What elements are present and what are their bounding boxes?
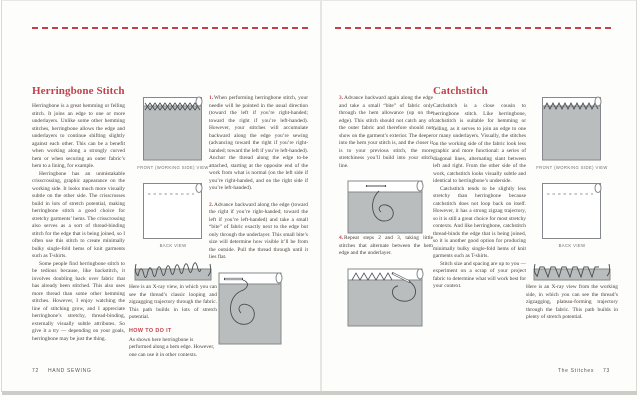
herringbone-steps-column-2 xyxy=(339,95,433,328)
footer-right xyxy=(558,368,610,374)
fabric-front-view-illustration xyxy=(142,96,204,162)
herringbone-xray-figure xyxy=(129,258,217,284)
paragraph: Catchstitch tends to be slightly less stretchy than herringbone because catchstitch does not loop back on itself. However, it has a strong zigzag trajectory, so it is still a great choice for most stretchy contexts. And like herringbone, catchstitch thread-binds the edge that is being joined, so it is another good option for producing minimally bulky single-fold hems of knit garments such as T-shirts. xyxy=(433,185,526,259)
fabric-curl-icon xyxy=(196,184,202,193)
page-number: 73 xyxy=(603,368,610,374)
step-number: 3. xyxy=(339,95,344,101)
footer-left xyxy=(32,368,92,374)
fabric-curl-icon xyxy=(417,269,423,279)
step-text: Repeat steps 2 and 3, taking little stitches that alternate between the hem edge and the underlayer. xyxy=(339,235,433,256)
paragraph: Catchstitch is a close cousin to herringbone stitch. Like herringbone, catchstitch is suitable for hemming or felling, as it serves to join an edge to one or many underlayers. Visually, the stitches on the working side of the fabric look less graphic and more functional: a series of diagonal lines, alternating slant between left and right. From the other side of the work, catchstitch looks visually subtle and identical to herringbone’s underside. xyxy=(433,103,526,184)
dashed-rule xyxy=(335,27,611,29)
figure-label: FRONT (WORKING SIDE) VIEW xyxy=(137,165,209,170)
herringbone-front-view-figure xyxy=(129,96,217,170)
page-right xyxy=(322,1,640,391)
herringbone-back-view-figure xyxy=(129,182,217,248)
fabric-front-view-illustration xyxy=(541,96,603,162)
xray-view-illustration xyxy=(132,258,214,284)
xray-view-illustration xyxy=(531,258,613,284)
paragraph: Some people find herringbone stitch to be tedious because, like backstitch, it involves doubling back over fabric that has already been stitched. This also uses more thread than some other hemming stitches. However, I enjoy watching the line of stitching grow, and I appreciate herringbone’s stretchy, thread-binding, externally visually subtle attributes. So give it a try — depending on your goals, herringbone may be just the thing. xyxy=(32,260,125,342)
book-page-edge xyxy=(2,391,637,395)
step-2-diagram xyxy=(217,271,285,347)
fabric-curl-icon xyxy=(595,97,601,106)
page-left xyxy=(2,1,320,391)
catchstitch-front-view-figure xyxy=(526,96,618,170)
herringbone-steps-column xyxy=(209,95,308,347)
figure-label: BACK VIEW xyxy=(159,243,187,248)
section-name: The Stitches xyxy=(557,368,595,374)
page-title: Herringbone Stitch xyxy=(32,85,125,97)
paragraph: Herringbone is a great hemming or felling stitch. It joins an edge to one or more underlayers. Unlike some other hemming stitches, herringbone allows the edge and underlayers to continue shifting slightly against each other. This can be a benefit when working along a strongly curved hem or when securing an outer fabric’s hem to a lining, for example. xyxy=(32,103,125,169)
paragraph: Stitch size and spacing are up to you — experiment on a scrap of your project fabric to determine what will work best for your context. xyxy=(433,260,526,289)
fabric-back-view-illustration xyxy=(142,182,204,240)
step-text: Advance backward again along the edge and take a small “bite” of fabric only through the hem allowance (up on the edge). This stitch should not catch any of the outer fabric and therefore should not show on the garment’s exterior. The deeper into the hem your stitch is, and the closer it is to your previous stitch, the more stretchiness you’ll build into your stitch line. xyxy=(339,95,433,169)
dashed-rule xyxy=(32,27,308,29)
step-4-diagram xyxy=(346,267,426,328)
catchstitch-xray-figure xyxy=(526,258,618,284)
step-number: 4. xyxy=(339,235,344,241)
step-text: Advance backward along the edge (toward the right if you’re right-handed; toward the left if you’re left-handed) and take a small “bite” of fabric exactly next to the edge but only through the underlayer. This small bite’s size will determine how visible it’ll be from the outside. Pull the thread through until it lies flat. xyxy=(209,201,308,260)
step-text: When performing herringbone stitch, your needle will be pointed in the usual direction (toward the left if you’re right-handed; toward the right if you’re left-handed). However, your stitches will accumulate backward along the edge you’re sewing (advancing toward the right if you’re right-handed; toward the left if you’re left-handed). Anchor the thread along the edge to-be attached, starting at the opposite end of the work from what is normal (on the left side if you’re right-handed, and on the right side if you’re left-handed). xyxy=(209,95,308,191)
step-1 xyxy=(209,95,308,193)
step-3-diagram xyxy=(346,179,426,235)
fabric-curl-icon xyxy=(276,273,282,283)
page-title: Catchstitch xyxy=(433,85,488,97)
xray-caption: Here is an X-ray view, in which you can see the thread’s classic looping and zigzagging trajectory through the fabric. This path builds in lots of stretch potential. xyxy=(129,284,217,320)
page-number: 72 xyxy=(32,368,39,374)
fabric-curl-icon xyxy=(417,181,423,191)
step-number: 2. xyxy=(209,201,214,208)
step-4 xyxy=(339,235,433,258)
catchstitch-figure-column xyxy=(526,96,618,322)
herringbone-text-column xyxy=(32,85,125,343)
figure-label: FRONT (WORKING SIDE) VIEW xyxy=(536,165,608,170)
section-name: HAND SEWING xyxy=(47,368,92,374)
step-3 xyxy=(339,95,433,170)
catchstitch-text-column xyxy=(433,85,526,291)
fabric-curl-icon xyxy=(196,97,202,106)
paragraph: Herringbone has an unmistakable crisscrossing, graphic appearance on the working side. It looks much more visually subtle on the other side. The crisscrosses build in lots of stretch potential, making herringbone stitch a good choice for stretchy garments’ hems. The crisscrossing also serves as a sort of thread-binding stitch for the edge that is being joined, so I often use this stitch to create minimally bulky single-fold hems of knit garments such as T-shirts. xyxy=(32,170,125,259)
how-to-intro: As shown here herringbone is performed along a hem edge. However, one can use it in other contexts. xyxy=(129,336,215,358)
fabric-back-view-illustration xyxy=(541,182,603,240)
how-to-heading: HOW TO DO IT xyxy=(129,327,172,334)
figure-label: BACK VIEW xyxy=(558,243,586,248)
catchstitch-back-view-figure xyxy=(526,182,618,248)
herringbone-figure-column xyxy=(129,96,217,359)
xray-caption: Here is an X-ray view from the working side, in which you can see the thread’s zigzagging, plateau-forming trajectory through the fabric. This path builds in plenty of stretch potential. xyxy=(526,284,618,320)
book-spread xyxy=(1,0,637,392)
fabric-curl-icon xyxy=(595,184,601,193)
step-number: 1. xyxy=(209,95,214,101)
step-2 xyxy=(209,202,308,262)
